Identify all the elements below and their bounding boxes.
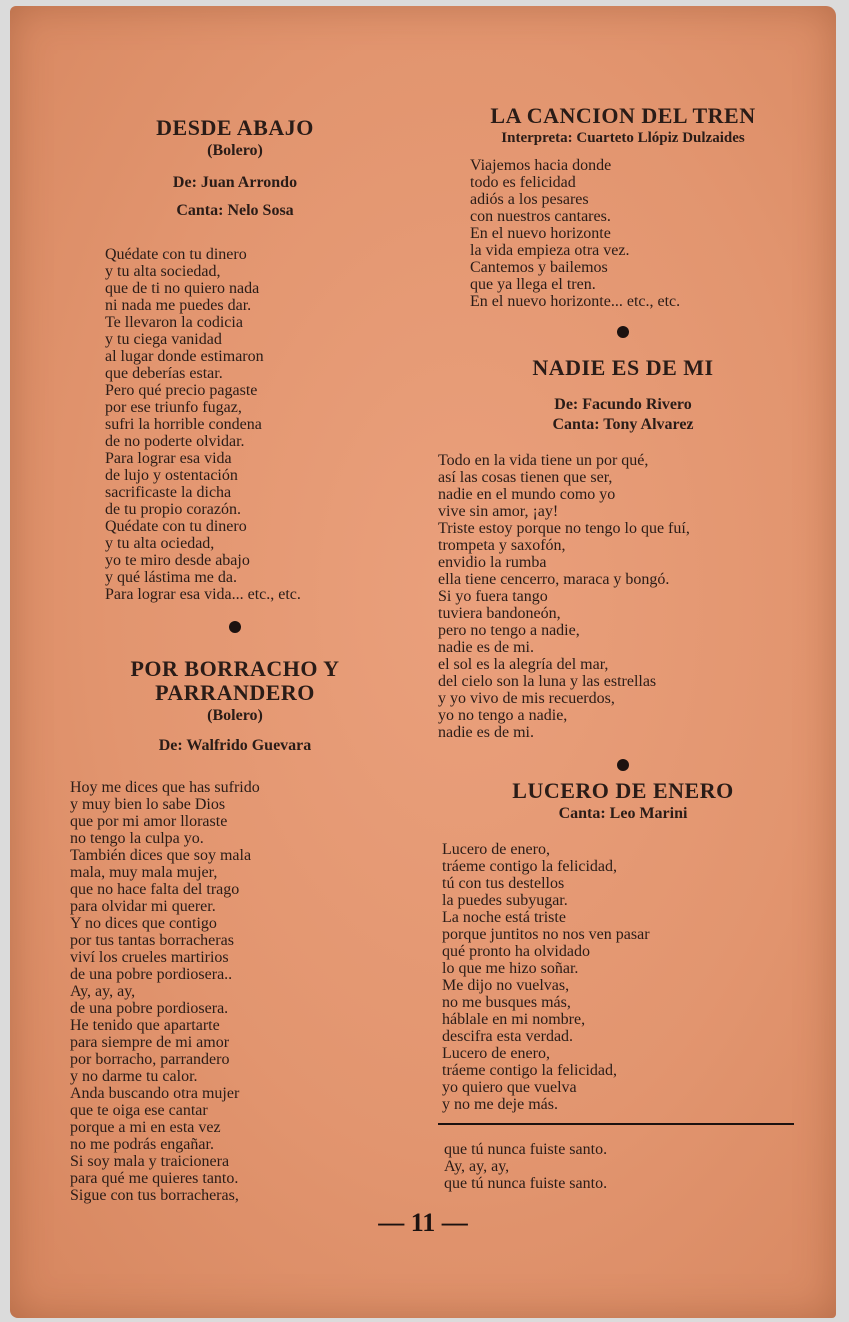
song-author: De: Facundo Rivero xyxy=(554,396,692,413)
left-column xyxy=(70,116,400,1204)
lyric-line: yo te miro desde abajo xyxy=(105,552,250,569)
lyric-line: que de ti no quiero nada xyxy=(105,280,260,297)
song-por-borracho xyxy=(70,657,400,1204)
lyrics xyxy=(70,779,400,1204)
lyric-line: Me dijo no vuelvas, xyxy=(442,977,570,994)
lyric-line: que por mi amor lloraste xyxy=(70,813,228,830)
lyric-line: Anda buscando otra mujer xyxy=(70,1085,240,1102)
lyric-line: que deberías estar. xyxy=(105,365,223,382)
lyric-line: del cielo son la luna y las estrellas xyxy=(438,673,657,690)
lyric-line: sacrificaste la dicha xyxy=(105,484,232,501)
lyric-line: y no darme tu calor. xyxy=(70,1068,198,1085)
lyric-line: y tu alta sociedad, xyxy=(105,263,221,280)
lyric-line: de una pobre pordiosera.. xyxy=(70,966,233,983)
song-cancion-del-tren xyxy=(438,104,808,310)
lyric-line: Sigue con tus borracheras, xyxy=(70,1187,239,1204)
lyric-line: Todo en la vida tiene un por qué, xyxy=(438,452,649,469)
lyric-line: y no me deje más. xyxy=(442,1096,558,1113)
lyric-line: nadie es de mi. xyxy=(438,724,534,741)
lyric-line: También dices que soy mala xyxy=(70,847,252,864)
song-genre: (Bolero) xyxy=(207,142,263,159)
song-title: LA CANCION DEL TREN xyxy=(490,103,756,128)
song-singer: Canta: Tony Alvarez xyxy=(552,416,694,433)
lyric-line: Cantemos y bailemos xyxy=(470,259,608,276)
lyrics xyxy=(70,246,400,603)
lyric-line: al lugar donde estimaron xyxy=(105,348,264,365)
continuation-lyrics xyxy=(438,1141,808,1192)
lyric-line: Pero qué precio pagaste xyxy=(105,382,258,399)
song-author: De: Walfrido Guevara xyxy=(158,737,312,754)
lyric-line: Viajemos hacia donde xyxy=(470,157,612,174)
lyric-line: que tú nunca fuiste santo. xyxy=(444,1141,608,1158)
song-title-line2: PARRANDERO xyxy=(155,680,315,705)
section-bullet xyxy=(617,326,629,338)
lyric-line: vive sin amor, ¡ay! xyxy=(438,503,559,520)
lyric-line: yo quiero que vuelva xyxy=(442,1079,577,1096)
lyric-line: trompeta y saxofón, xyxy=(438,537,566,554)
lyric-line: no me busques más, xyxy=(442,994,571,1011)
lyric-line: Para lograr esa vida xyxy=(105,450,232,467)
lyric-line: En el nuevo horizonte... etc., etc. xyxy=(470,293,681,310)
lyrics xyxy=(438,452,808,741)
lyric-line: con nuestros cantares. xyxy=(470,208,611,225)
lyric-line: adiós a los pesares xyxy=(470,191,589,208)
lyric-line: ni nada me puedes dar. xyxy=(105,297,252,314)
lyric-line: Lucero de enero, xyxy=(442,1045,550,1062)
section-bullet xyxy=(617,759,629,771)
song-desde-abajo xyxy=(70,116,400,603)
song-title: DESDE ABAJO xyxy=(156,115,314,140)
song-author: De: Juan Arrondo xyxy=(172,174,298,191)
lyric-line: tú con tus destellos xyxy=(442,875,565,892)
lyric-line: He tenido que apartarte xyxy=(70,1017,220,1034)
lyric-line: Lucero de enero, xyxy=(442,841,550,858)
song-genre: (Bolero) xyxy=(207,707,263,724)
lyric-line: tráeme contigo la felicidad, xyxy=(442,1062,618,1079)
lyric-line: Hoy me dices que has sufrido xyxy=(70,779,260,796)
lyric-line: para siempre de mi amor xyxy=(70,1034,230,1051)
section-bullet xyxy=(229,621,241,633)
lyric-line: tuviera bandoneón, xyxy=(438,605,561,622)
lyric-line: lo que me hizo soñar. xyxy=(442,960,579,977)
lyric-line: y tu ciega vanidad xyxy=(105,331,222,348)
lyric-line: Y no dices que contigo xyxy=(70,915,217,932)
song-nadie-es-de-mi xyxy=(438,356,808,741)
lyric-line: sufri la horrible condena xyxy=(105,416,262,433)
lyric-line: de no poderte olvidar. xyxy=(105,433,245,450)
lyric-line: nadie en el mundo como yo xyxy=(438,486,616,503)
lyric-line: Ay, ay, ay, xyxy=(444,1158,510,1175)
lyric-line: que tú nunca fuiste santo. xyxy=(444,1175,608,1192)
lyric-line: y yo vivo de mis recuerdos, xyxy=(438,690,615,707)
lyric-line: Quédate con tu dinero xyxy=(105,246,247,263)
lyric-line: Te llevaron la codicia xyxy=(105,314,243,331)
lyric-line: pero no tengo a nadie, xyxy=(438,622,580,639)
lyric-line: para qué me quieres tanto. xyxy=(70,1170,239,1187)
lyric-line: Si soy mala y traicionera xyxy=(70,1153,230,1170)
lyric-line: que te oiga ese cantar xyxy=(70,1102,208,1119)
song-singer: Canta: Nelo Sosa xyxy=(176,202,294,219)
lyric-line: la vida empieza otra vez. xyxy=(470,242,630,259)
lyric-line: todo es felicidad xyxy=(470,174,576,191)
lyric-line: por borracho, parrandero xyxy=(70,1051,230,1068)
divider-rule xyxy=(438,1123,794,1125)
lyric-line: y muy bien lo sabe Dios xyxy=(70,796,226,813)
lyric-line: Si yo fuera tango xyxy=(438,588,548,605)
song-title: NADIE ES DE MI xyxy=(532,355,714,380)
lyric-line: Triste estoy porque no tengo lo que fuí, xyxy=(438,520,690,537)
lyric-line: así las cosas tienen que ser, xyxy=(438,469,613,486)
songbook-page xyxy=(10,6,836,1318)
lyric-line: que ya llega el tren. xyxy=(470,276,596,293)
lyric-line: no tengo la culpa yo. xyxy=(70,830,204,847)
lyric-line: de una pobre pordiosera. xyxy=(70,1000,229,1017)
lyric-line: descifra esta verdad. xyxy=(442,1028,574,1045)
song-lucero-de-enero xyxy=(438,779,808,1113)
lyric-line: que no hace falta del trago xyxy=(70,881,240,898)
lyric-line: y tu alta ociedad, xyxy=(105,535,215,552)
lyrics xyxy=(438,157,808,310)
lyric-line: porque a mi en esta vez xyxy=(70,1119,221,1136)
song-interpreter: Interpreta: Cuarteto Llópiz Dulzaides xyxy=(501,130,745,146)
lyric-line: mala, muy mala mujer, xyxy=(70,864,218,881)
lyric-line: para olvidar mi querer. xyxy=(70,898,216,915)
lyric-line: Quédate con tu dinero xyxy=(105,518,247,535)
lyric-line: porque juntitos no nos ven pasar xyxy=(442,926,650,943)
lyric-line: tráeme contigo la felicidad, xyxy=(442,858,618,875)
song-title: LUCERO DE ENERO xyxy=(512,778,734,803)
page-number: — 11 — xyxy=(378,1208,468,1237)
lyric-line: no me podrás engañar. xyxy=(70,1136,214,1153)
lyric-line: viví los crueles martirios xyxy=(70,949,229,966)
lyric-line: la puedes subyugar. xyxy=(442,892,568,909)
lyric-line: qué pronto ha olvidado xyxy=(442,943,590,960)
song-singer: Canta: Leo Marini xyxy=(558,805,688,822)
lyrics xyxy=(438,841,808,1113)
lyric-line: de tu propio corazón. xyxy=(105,501,241,518)
lyric-line: por ese triunfo fugaz, xyxy=(105,399,242,416)
lyric-line: Para lograr esa vida... etc., etc. xyxy=(105,586,301,603)
lyric-line: nadie es de mi. xyxy=(438,639,534,656)
lyric-line: En el nuevo horizonte xyxy=(470,225,611,242)
lyric-line: ella tiene cencerro, maraca y bongó. xyxy=(438,571,670,588)
lyric-line: Ay, ay, ay, xyxy=(70,983,136,1000)
lyric-line: y qué lástima me da. xyxy=(105,569,237,586)
lyric-line: de lujo y ostentación xyxy=(105,467,238,484)
lyric-line: háblale en mi nombre, xyxy=(442,1011,586,1028)
right-column xyxy=(438,104,808,1192)
lyric-line: por tus tantas borracheras xyxy=(70,932,234,949)
song-title-line1: POR BORRACHO Y xyxy=(130,656,340,681)
lyric-line: el sol es la alegría del mar, xyxy=(438,656,609,673)
lyric-line: La noche está triste xyxy=(442,909,566,926)
lyric-line: yo no tengo a nadie, xyxy=(438,707,568,724)
lyric-line: envidio la rumba xyxy=(438,554,547,571)
